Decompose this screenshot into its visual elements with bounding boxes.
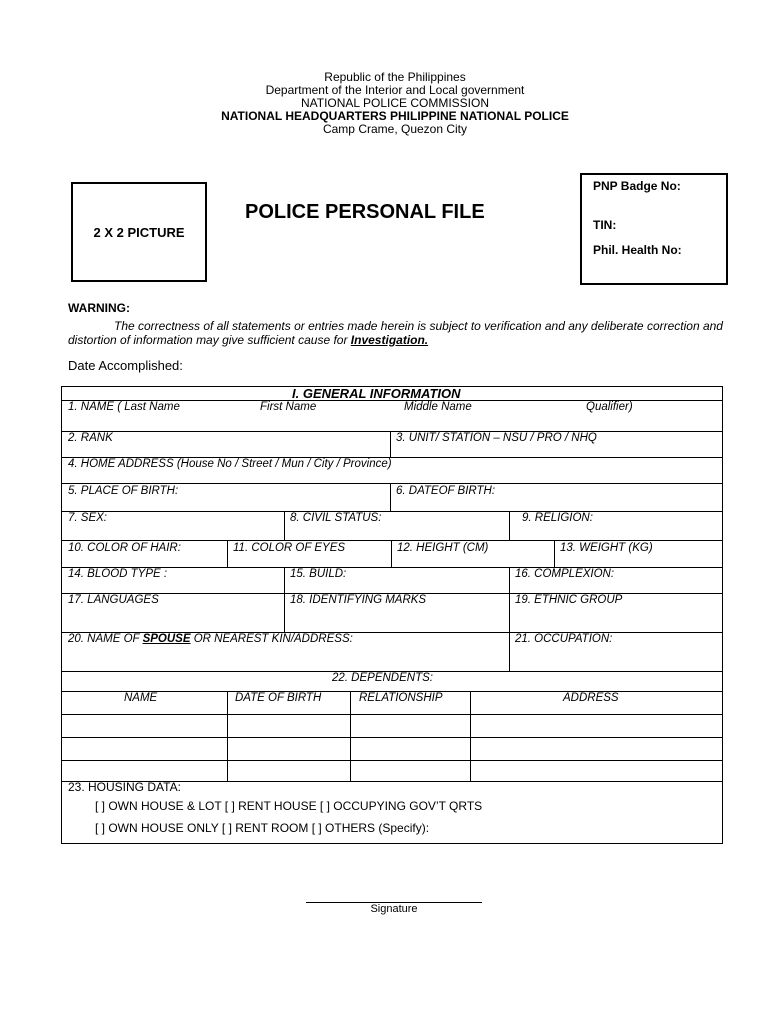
height-label: 12. HEIGHT (CM) [397,542,489,554]
letterhead [0,71,768,136]
section-heading: I. GENERAL INFORMATION [292,386,461,401]
housing-options-row-1: [ ] OWN HOUSE & LOT [ ] RENT HOUSE [ ] OCCUPYING GOV’T QRTS [95,799,483,813]
dependents-heading: 22. DEPENDENTS: [332,672,433,684]
letterhead-line-2: Department of the Interior and Local government [265,83,525,97]
unit-label: 3. UNIT/ STATION – NSU / PRO / NHQ [396,432,597,444]
housing-options-row-2: [ ] OWN HOUSE ONLY [ ] RENT ROOM [ ] OTHERS (Specify): [95,821,430,835]
letterhead-line-5: Camp Crame, Quezon City [322,122,468,136]
photo-box-label: 2 X 2 PICTURE [93,224,185,240]
date-of-birth-label: 6. DATEOF BIRTH: [396,485,496,497]
dependents-col-name: NAME [124,692,158,704]
complexion-label: 16. COMPLEXION: [515,568,615,580]
sex-label: 7. SEX: [68,512,107,524]
dependents-col-dob: DATE OF BIRTH [235,692,322,704]
badge-no-label: PNP Badge No: [593,179,681,193]
civil-status-label: 8. CIVIL STATUS: [290,512,382,524]
housing-data-label: 23. HOUSING DATA: [68,780,181,794]
warning-heading: WARNING: [68,301,130,315]
home-address-label: 4. HOME ADDRESS (House No / Street / Mun / City / Province) [68,458,392,470]
general-information-form [61,386,723,844]
tin-label: TIN: [593,218,617,232]
name-field-label: 1. NAME ( Last Name [68,401,180,413]
blood-type-label: 14. BLOOD TYPE : [68,568,168,580]
place-of-birth-label: 5. PLACE OF BIRTH: [68,485,179,497]
letterhead-line-4: NATIONAL HEADQUARTERS PHILIPPINE NATIONAL POLICE [221,109,569,123]
religion-label: 9. RELIGION: [522,512,593,524]
id-numbers-box [580,173,728,285]
page-title: POLICE PERSONAL FILE [245,201,485,223]
philhealth-label: Phil. Health No: [593,243,682,257]
eye-color-label: 11. COLOR OF EYES [233,542,346,554]
languages-label: 17. LANGUAGES [68,594,159,606]
build-label: 15. BUILD: [290,568,347,580]
warning-text [68,320,728,347]
date-accomplished-label: Date Accomplished: [68,358,183,373]
ethnic-group-label: 19. ETHNIC GROUP [515,594,623,606]
spouse-label [68,633,353,645]
spouse-label-emphasis: SPOUSE [142,633,191,645]
hair-color-label: 10. COLOR OF HAIR: [68,542,181,554]
warning-body: The correctness of all statements or entries made herein is subject to verification and any deliberate correction and distortion of information may give sufficient cause for [68,319,723,347]
spouse-label-prefix: 20. NAME OF [68,633,143,645]
signature-label: Signature [370,903,418,915]
photo-box[interactable] [71,182,207,282]
occupation-label: 21. OCCUPATION: [515,633,613,645]
first-name-label: First Name [260,401,317,413]
identifying-marks-label: 18. IDENTIFYING MARKS [290,594,427,606]
qualifier-label: Qualifier) [586,401,633,413]
letterhead-line-1: Republic of the Philippines [324,70,466,84]
warning-emphasis: Investigation. [350,332,429,347]
letterhead-line-3: NATIONAL POLICE COMMISSION [300,96,490,110]
spouse-label-suffix: OR NEAREST KIN/ADDRESS: [190,633,353,645]
rank-label: 2. RANK [68,432,113,444]
middle-name-label: Middle Name [404,401,472,413]
dependents-col-address: ADDRESS [563,692,619,704]
weight-label: 13. WEIGHT (KG) [560,542,653,554]
dependents-col-relationship: RELATIONSHIP [359,692,443,704]
